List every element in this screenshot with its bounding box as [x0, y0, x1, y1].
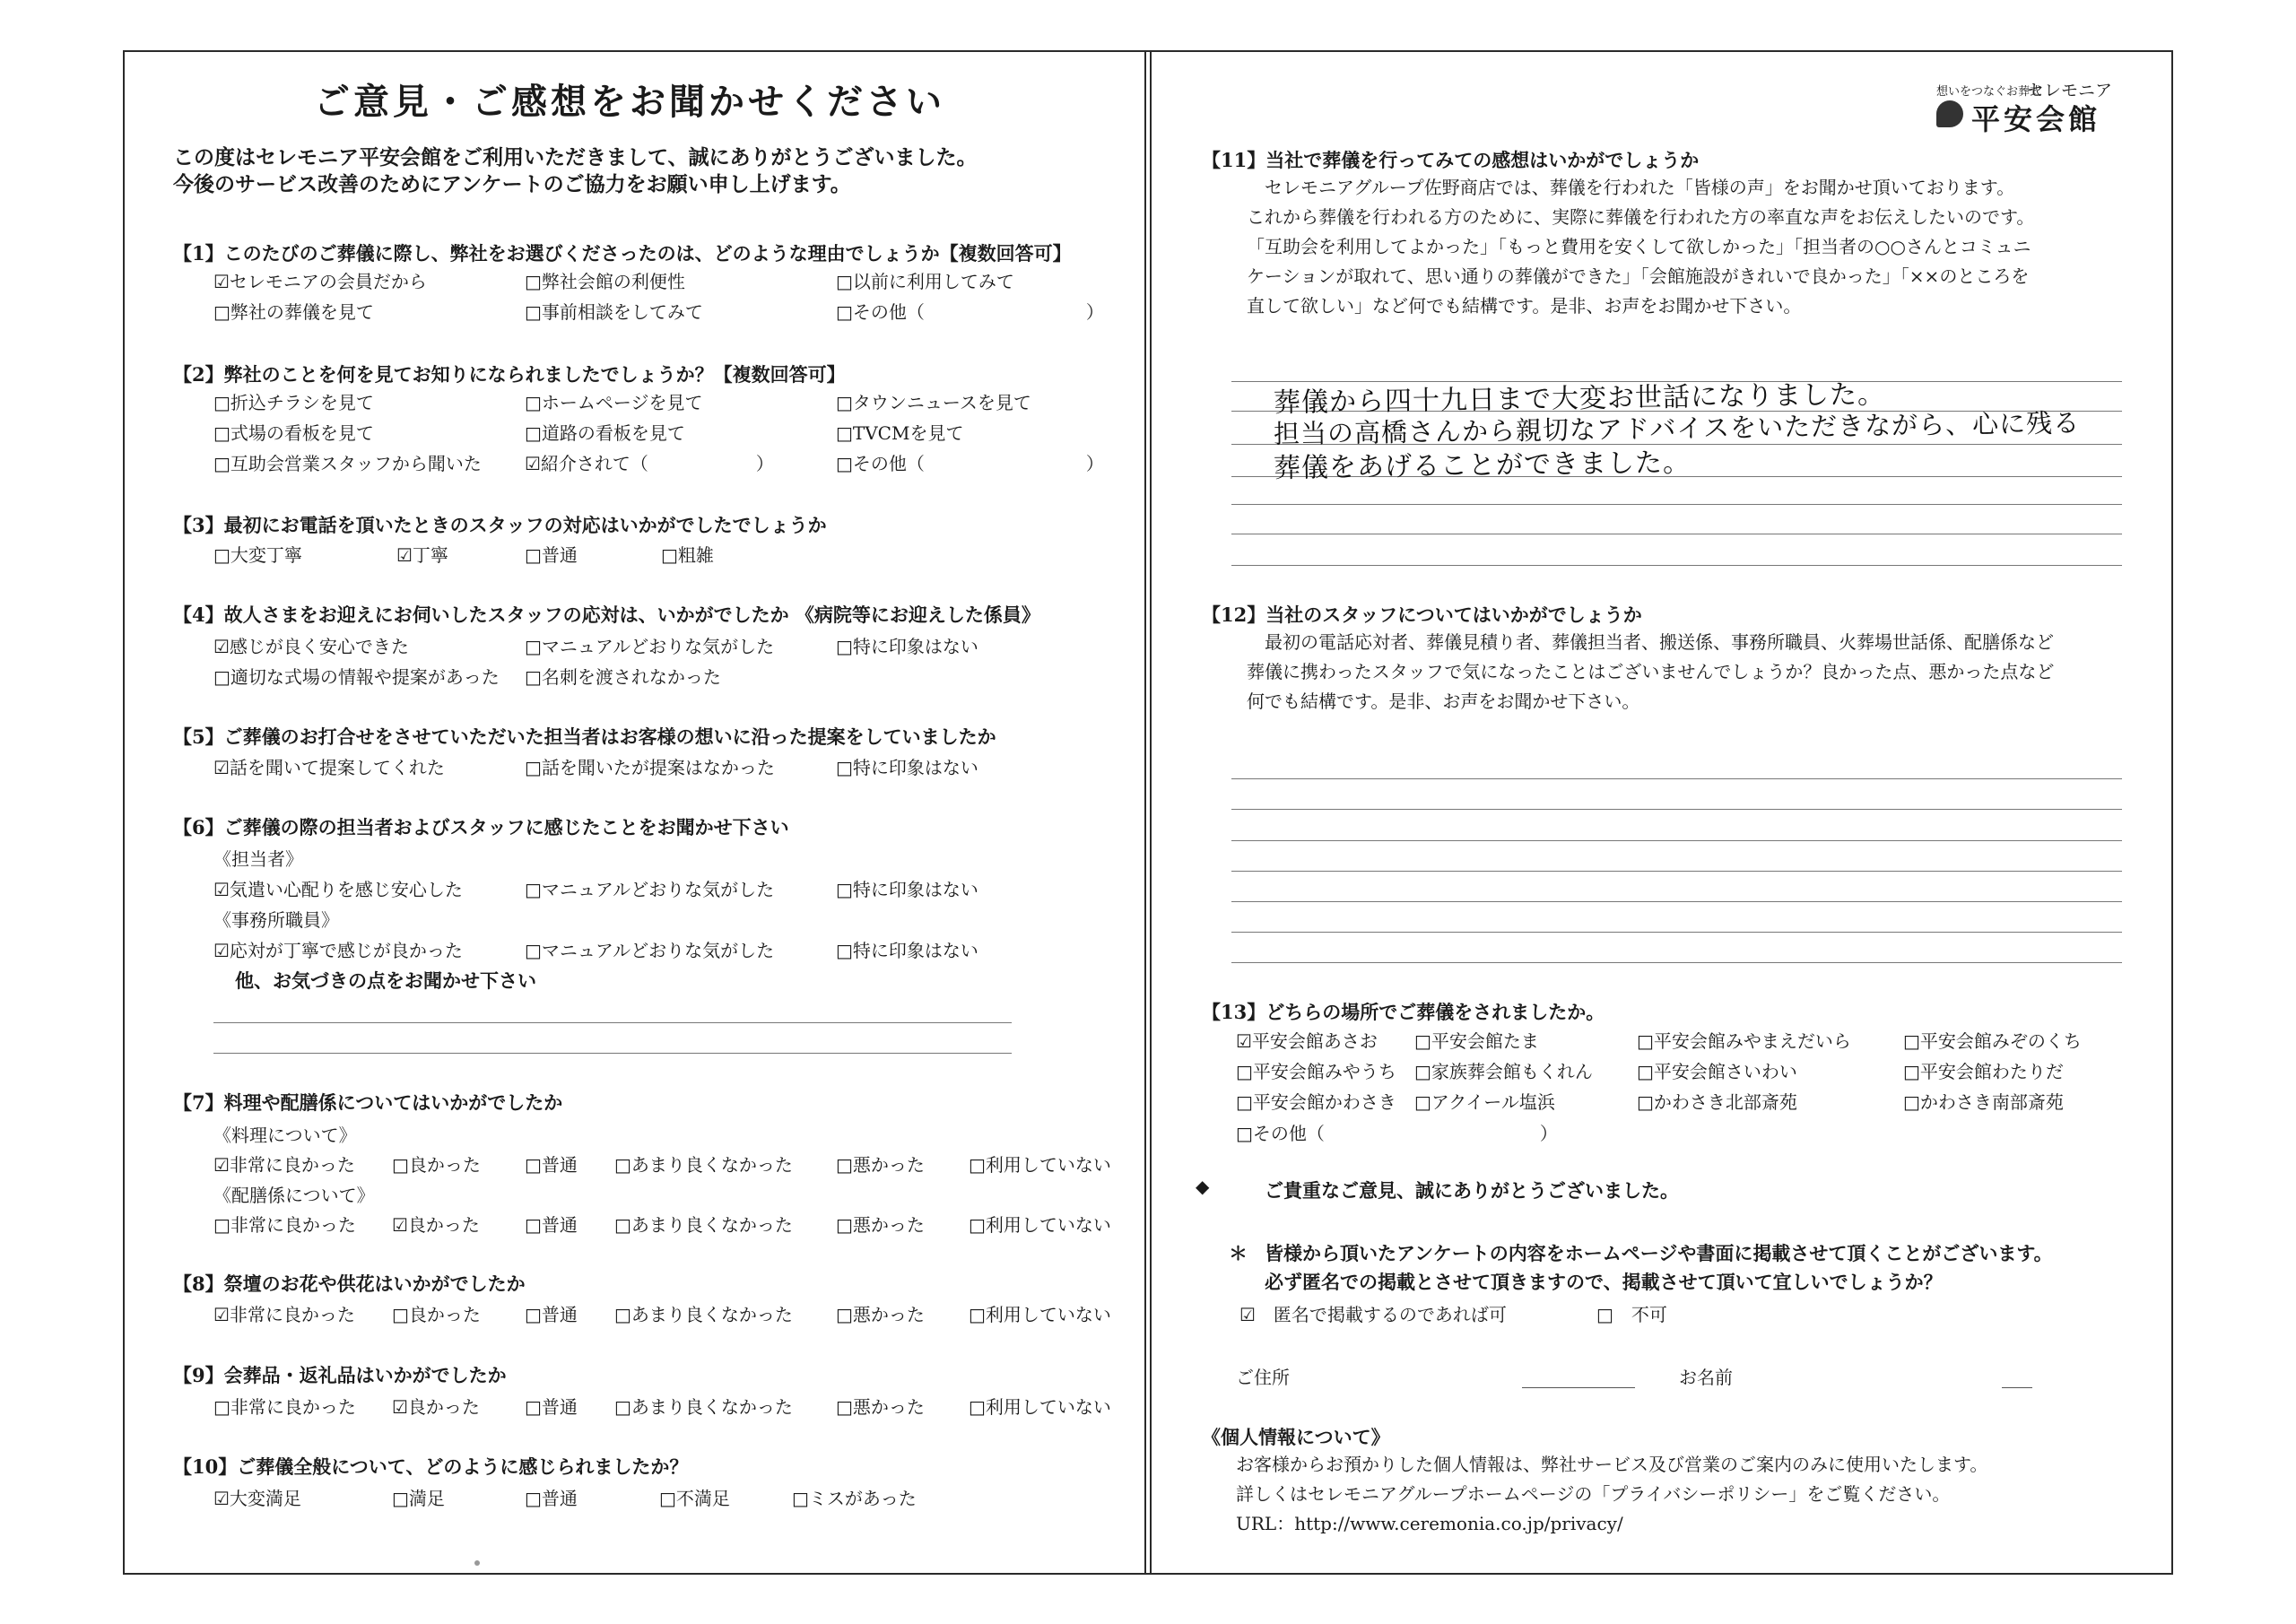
q13-option[interactable]: □平安会館みやうち	[1236, 1061, 1396, 1082]
q13-option[interactable]: □平安会館わたりだ	[1903, 1061, 2064, 1082]
q3-option[interactable]: ☑丁寧	[396, 544, 448, 566]
q12-title: 【12】当社のスタッフについてはいかがでしょうか	[1202, 604, 1642, 626]
q11-handwritten-line: 葬儀から四十九日まで大変お世話になりました。	[1273, 378, 1886, 419]
q9-option[interactable]: □利用していない	[969, 1396, 1111, 1418]
consent-line: 皆様から頂いたアンケートの内容をホームページや書面に掲載させて頂くことがございます。	[1265, 1242, 2053, 1264]
q7-food-option[interactable]: □あまり良くなかった	[614, 1154, 793, 1176]
q11-body-line: ケーションが取れて、思い通りの葬儀ができた」「会館施設がきれいで良かった」「××のところを	[1247, 265, 2030, 287]
q11-body-line: これから葬儀を行われる方のために、実際に葬儀を行われた方の率直な声をお伝えしたいのです。	[1247, 206, 2035, 228]
closing-diamond-icon: ◆	[1196, 1176, 1210, 1197]
q2-option[interactable]: □折込チラシを見て	[213, 392, 374, 413]
q7-service-option[interactable]: ☑良かった	[392, 1214, 480, 1236]
q13-title: 【13】どちらの場所でご葬儀をされましたか。	[1202, 1001, 1605, 1023]
q8-option[interactable]: □良かった	[392, 1304, 481, 1325]
q6-office-label: 《事務所職員》	[213, 909, 339, 931]
q13-option[interactable]: □平安会館みぞのくち	[1903, 1030, 2082, 1052]
q1-option[interactable]: □その他（ ）	[836, 301, 1104, 323]
q12-body-line: 何でも結構です。是非、お声をお聞かせ下さい。	[1247, 690, 1640, 712]
q8-title: 【8】祭壇のお花や供花はいかがでしたか	[173, 1272, 526, 1295]
q8-option[interactable]: □あまり良くなかった	[614, 1304, 793, 1325]
privacy-title: 《個人情報について》	[1202, 1426, 1390, 1448]
q6-office-option[interactable]: □マニュアルどおりな気がした	[525, 940, 775, 961]
q4-option[interactable]: □特に印象はない	[836, 636, 978, 657]
q5-option[interactable]: ☑話を聞いて提案してくれた	[213, 757, 445, 778]
q3-option[interactable]: □大変丁寧	[213, 544, 302, 566]
q11-body-line: 直して欲しい」など何でも結構です。是非、お声をお聞かせ下さい。	[1247, 295, 1802, 317]
q4-option[interactable]: □名刺を渡されなかった	[525, 666, 721, 688]
q1-option[interactable]: □以前に利用してみて	[836, 271, 1014, 292]
q13-option[interactable]: □平安会館さいわい	[1637, 1061, 1797, 1082]
q2-option[interactable]: □ホームページを見て	[525, 392, 703, 413]
q9-option[interactable]: ☑良かった	[392, 1396, 480, 1418]
q7-food-label: 《料理について》	[213, 1125, 357, 1146]
q11-handwritten-line: 担当の高橋さんから親切なアドバイスをいただきながら、心に残る	[1273, 407, 2081, 449]
q6-staff-label: 《担当者》	[213, 848, 303, 870]
q9-title: 【9】会葬品・返礼品はいかがでしたか	[173, 1364, 507, 1386]
q12-write-line[interactable]	[1231, 901, 2122, 902]
q2-option[interactable]: □タウンニュースを見て	[836, 392, 1031, 413]
q9-option[interactable]: □あまり良くなかった	[614, 1396, 793, 1418]
q7-food-option[interactable]: □悪かった	[836, 1154, 925, 1176]
q7-service-option[interactable]: □利用していない	[969, 1214, 1111, 1236]
logo-name: 平安会館	[1971, 102, 2101, 136]
q6-write-line[interactable]	[213, 1053, 1012, 1054]
consent-no-checkbox[interactable]: □ 不可	[1596, 1304, 1667, 1325]
q12-write-line[interactable]	[1231, 809, 2122, 810]
q13-option[interactable]: □かわさき南部斎苑	[1903, 1091, 2064, 1113]
q10-title: 【10】ご葬儀全般について、どのように感じられましたか？	[173, 1455, 689, 1478]
q1-option[interactable]: ☑セレモニアの会員だから	[213, 271, 427, 292]
q12-write-line[interactable]	[1231, 840, 2122, 841]
logo-brand: セレモニア	[2027, 81, 2113, 100]
q10-option[interactable]: □普通	[525, 1488, 578, 1509]
q8-option[interactable]: ☑非常に良かった	[213, 1304, 355, 1325]
consent-yes-checkbox[interactable]: ☑ 匿名で掲載するのであれば可	[1239, 1304, 1507, 1325]
q4-title: 【4】故人さまをお迎えにお伺いしたスタッフの応対は、いかがでしたか 《病院等にお迎えした係員》	[173, 604, 1040, 626]
q13-option[interactable]: □家族葬会館もくれん	[1414, 1061, 1593, 1082]
q7-title: 【7】料理や配膳係についてはいかがでしたか	[173, 1091, 563, 1114]
q12-write-line[interactable]	[1231, 778, 2122, 779]
address-label: ご住所	[1236, 1367, 1290, 1388]
q4-option[interactable]: ☑感じが良く安心できた	[213, 636, 409, 657]
q6-write-line[interactable]	[213, 1022, 1012, 1023]
q8-option[interactable]: □利用していない	[969, 1304, 1111, 1325]
q7-service-option[interactable]: □普通	[525, 1214, 578, 1236]
intro-line-2: 今後のサービス改善のためにアンケートのご協力をお願い申し上げます。	[173, 172, 851, 196]
q12-body-line: 最初の電話応対者、葬儀見積り者、葬儀担当者、搬送係、事務所職員、火葬場世話係、配膳係など	[1265, 631, 2054, 653]
q13-option[interactable]: □その他（ ）	[1236, 1123, 1558, 1144]
q7-service-label: 《配膳係について》	[213, 1185, 375, 1206]
q8-option[interactable]: □普通	[525, 1304, 578, 1325]
q10-option[interactable]: □満足	[392, 1488, 445, 1509]
q4-option[interactable]: □適切な式場の情報や提案があった	[213, 666, 500, 688]
q2-option[interactable]: ☑紹介されて（ ）	[525, 453, 774, 474]
q11-title: 【11】当社で葬儀を行ってみての感想はいかがでしょうか	[1202, 149, 1700, 171]
q3-option[interactable]: □普通	[525, 544, 578, 566]
q12-write-line[interactable]	[1231, 962, 2122, 963]
q6-title: 【6】ご葬儀の際の担当者およびスタッフに感じたことをお聞かせ下さい	[173, 816, 789, 838]
q2-title: 【2】弊社のことを何を見てお知りになられましたでしょうか？【複数回答可】	[173, 363, 846, 386]
q2-option[interactable]: □その他（ ）	[836, 453, 1104, 474]
q1-option[interactable]: □弊社会館の利便性	[525, 271, 685, 292]
q6-staff-option[interactable]: □特に印象はない	[836, 879, 978, 900]
closing-asterisk: ＊	[1229, 1242, 1248, 1264]
q1-option[interactable]: □事前相談をしてみて	[525, 301, 703, 323]
q10-option[interactable]: □ミスがあった	[792, 1488, 917, 1509]
name-line[interactable]	[2002, 1387, 2032, 1388]
q12-write-line[interactable]	[1231, 871, 2122, 872]
q4-option[interactable]: □マニュアルどおりな気がした	[525, 636, 775, 657]
q7-service-option[interactable]: □非常に良かった	[213, 1214, 356, 1236]
q6-office-option[interactable]: □特に印象はない	[836, 940, 978, 961]
q10-option[interactable]: ☑大変満足	[213, 1488, 301, 1509]
q7-food-option[interactable]: □普通	[525, 1154, 578, 1176]
q7-food-option[interactable]: □良かった	[392, 1154, 481, 1176]
q11-write-line[interactable]	[1231, 565, 2122, 566]
q7-food-option[interactable]: □利用していない	[969, 1154, 1111, 1176]
q5-title: 【5】ご葬儀のお打合せをさせていただいた担当者はお客様の想いに沿った提案をしていましたか	[173, 725, 996, 748]
q6-office-option[interactable]: ☑応対が丁寧で感じが良かった	[213, 940, 463, 961]
q9-option[interactable]: □非常に良かった	[213, 1396, 356, 1418]
q5-option[interactable]: □話を聞いたが提案はなかった	[525, 757, 775, 778]
q12-write-line[interactable]	[1231, 932, 2122, 933]
q9-option[interactable]: □普通	[525, 1396, 578, 1418]
q6-staff-option[interactable]: ☑気遣い心配りを感じ安心した	[213, 879, 463, 900]
privacy-line: 詳しくはセレモニアグループホームページの「プライバシーポリシー」をご覧ください。	[1236, 1483, 1951, 1505]
q7-service-option[interactable]: □悪かった	[836, 1214, 925, 1236]
privacy-line: お客様からお預かりした個人情報は、弊社サービス及び営業のご案内のみに使用いたします。	[1236, 1454, 1988, 1475]
logo-tagline: 想いをつなぐお葬式	[1936, 85, 2042, 99]
q3-title: 【3】最初にお電話を頂いたときのスタッフの対応はいかがでしたでしょうか	[173, 514, 827, 536]
scan-dot	[474, 1560, 480, 1566]
q8-option[interactable]: □悪かった	[836, 1304, 925, 1325]
q13-option[interactable]: ☑平安会館あさお	[1236, 1030, 1378, 1052]
q1-option[interactable]: □弊社の葬儀を見て	[213, 301, 374, 323]
q11-body-line: 「互助会を利用してよかった」「もっと費用を安くして欲しかった」「担当者の○○さんとコミュニ	[1247, 236, 2031, 257]
q10-option[interactable]: □不満足	[659, 1488, 730, 1509]
q2-option[interactable]: □式場の看板を見て	[213, 422, 374, 444]
q7-service-option[interactable]: □あまり良くなかった	[614, 1214, 793, 1236]
q11-body-line: セレモニアグループ佐野商店では、葬儀を行われた「皆様の声」をお聞かせ頂いております。	[1265, 177, 2015, 198]
q13-option[interactable]: □平安会館みやまえだいら	[1637, 1030, 1851, 1052]
logo-mark-icon	[1936, 100, 1963, 127]
q3-option[interactable]: □粗雑	[661, 544, 714, 566]
q11-handwritten-line: 葬儀をあげることができました。	[1273, 447, 1692, 484]
q6-staff-option[interactable]: □マニュアルどおりな気がした	[525, 879, 775, 900]
form-title: ご意見・ご感想をお聞かせください	[314, 81, 945, 123]
q2-option[interactable]: □道路の看板を見て	[525, 422, 685, 444]
q5-option[interactable]: □特に印象はない	[836, 757, 978, 778]
closing-thanks: ご貴重なご意見、誠にありがとうございました。	[1265, 1179, 1679, 1202]
q1-title: 【1】このたびのご葬儀に際し、弊社をお選びくださったのは、どのような理由でしょうか【複数回答可】	[173, 242, 1072, 265]
name-label: お名前	[1679, 1367, 1733, 1388]
q2-option[interactable]: □互助会営業スタッフから聞いた	[213, 453, 482, 474]
q11-write-line[interactable]	[1231, 504, 2122, 505]
address-line[interactable]	[1522, 1387, 1635, 1388]
privacy-url-link[interactable]: URL：http://www.ceremonia.co.jp/privacy/	[1236, 1513, 1623, 1534]
q6-other-label: 他、お気づきの点をお聞かせ下さい	[235, 969, 536, 992]
intro-line-1: この度はセレモニア平安会館をご利用いただきまして、誠にありがとうございました。	[173, 145, 978, 169]
q13-option[interactable]: □平安会館たま	[1414, 1030, 1539, 1052]
q13-option[interactable]: □かわさき北部斎苑	[1637, 1091, 1797, 1113]
q7-food-option[interactable]: ☑非常に良かった	[213, 1154, 355, 1176]
q13-option[interactable]: □アクイール塩浜	[1414, 1091, 1555, 1113]
q9-option[interactable]: □悪かった	[836, 1396, 925, 1418]
q12-body-line: 葬儀に携わったスタッフで気になったことはございませんでしょうか？良かった点、悪かった点など	[1247, 661, 2055, 682]
consent-line: 必ず匿名での掲載とさせて頂きますので、掲載させて頂いて宜しいでしょうか？	[1265, 1271, 1943, 1293]
q2-option[interactable]: □TVCMを見て	[836, 422, 964, 444]
q13-option[interactable]: □平安会館かわさき	[1236, 1091, 1396, 1113]
